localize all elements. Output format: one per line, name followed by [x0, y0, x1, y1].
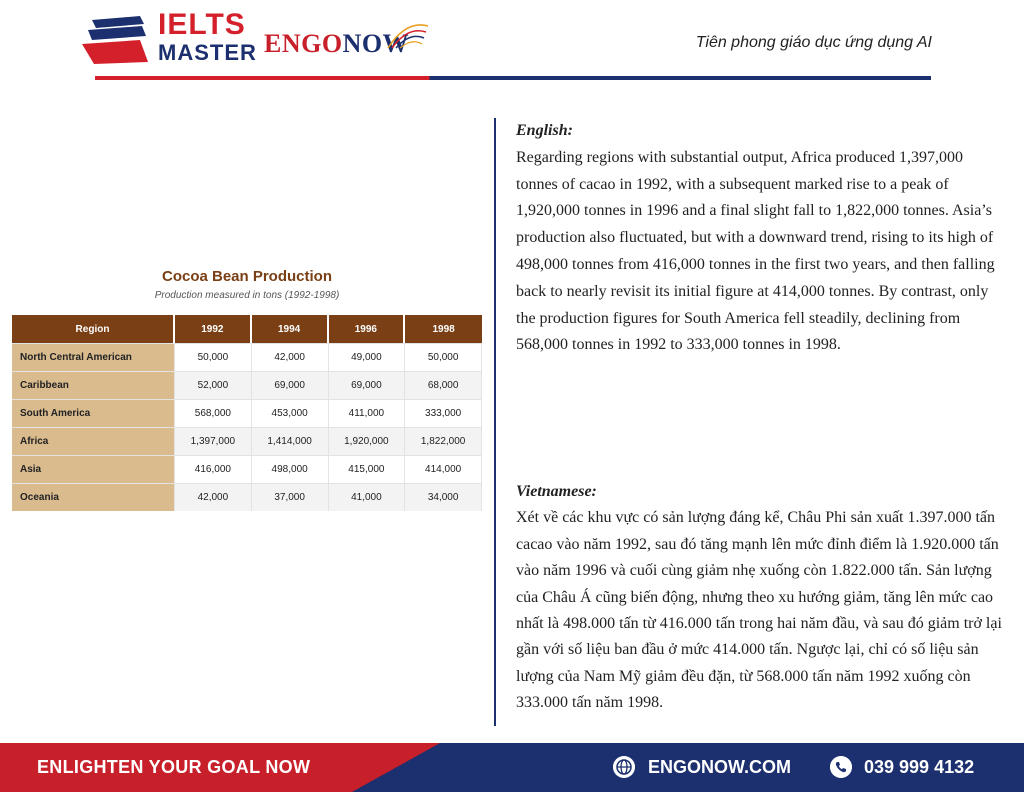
- table-cell-region: Africa: [12, 427, 175, 455]
- ielts-master-logo-icon: [82, 14, 150, 64]
- table-row: [12, 483, 482, 511]
- footer-website-link[interactable]: ENGONOW.COM: [648, 757, 791, 777]
- table-header-cell: 1992: [175, 315, 252, 343]
- table-cell: 453,000: [252, 399, 329, 427]
- table-cell-region: Asia: [12, 455, 175, 483]
- table-cell: 1,397,000: [175, 427, 252, 455]
- table-cell-region: North Central American: [12, 343, 175, 371]
- table-cell: 414,000: [405, 455, 482, 483]
- table-row: [12, 455, 482, 483]
- footer-slogan: ENLIGHTEN YOUR GOAL NOW: [37, 757, 311, 777]
- sunburst-icon: [384, 18, 430, 52]
- english-label: English:: [516, 122, 573, 139]
- brand-master: MASTER: [158, 40, 257, 65]
- brand-now: NOW: [342, 29, 410, 58]
- table-row: [12, 343, 482, 371]
- table-header-cell: Region: [12, 315, 175, 343]
- table-cell: 42,000: [252, 343, 329, 371]
- cocoa-table-block: [12, 266, 482, 511]
- brand-ielts: IELTS: [158, 8, 246, 41]
- table-header-cell: 1994: [252, 315, 329, 343]
- table-cell: 333,000: [405, 399, 482, 427]
- header-divider: [95, 76, 931, 80]
- phone-icon: [830, 756, 852, 778]
- table-cell: 68,000: [405, 371, 482, 399]
- table-header-cell: 1998: [405, 315, 482, 343]
- table-cell: 1,822,000: [405, 427, 482, 455]
- table-cell: 498,000: [252, 455, 329, 483]
- globe-icon: [613, 756, 635, 778]
- table-cell-region: South America: [12, 399, 175, 427]
- english-paragraph: Regarding regions with substantial output, Africa produced 1,397,000 tonnes of cacao in 1992, with a subsequent marked rise to a peak of 1,920,000 tonnes in 1996 and a final slight fall to 1,822,000 tonnes. Asia’s production also fluctuated, but with a downward trend, rising to its high of 498,000 tonnes from 416,000 tonnes in the first two years, and then falling back to nearly revisit its initial figure at 414,000 tonnes. By contrast, only the production figures for South America fell steadily, declining from 568,000 tonnes in 1992 to 333,000 tonnes in 1998.: [516, 148, 995, 354]
- table-cell: 416,000: [175, 455, 252, 483]
- vietnamese-paragraph: Xét về các khu vực có sản lượng đáng kể, Châu Phi sản xuất 1.397.000 tấn cacao vào năm 1992, sau đó tăng mạnh lên mức đỉnh điểm là 1.920.000 tấn vào năm 1996 và cuối cùng giảm nhẹ xuống còn 1.822.000 tấn. Sản lượng của Châu Á cũng biến động, nhưng theo xu hướng giảm, tăng lên mức cao nhất là 498.000 tấn từ 416.000 tấn trong hai năm đầu, và sau đó giảm trở lại gần với số liệu ban đầu ở mức 414.000 tấn. Ngược lại, chỉ có số liệu sản lượng của Nam Mỹ giảm đều đặn, từ 568.000 tấn năm 1992 xuống còn 333.000 tấn năm 1998.: [516, 509, 1002, 712]
- table-cell: 34,000: [405, 483, 482, 511]
- table-cell-region: Oceania: [12, 483, 175, 511]
- table-cell: 41,000: [329, 483, 406, 511]
- table-cell: 50,000: [175, 343, 252, 371]
- table-cell: 49,000: [329, 343, 406, 371]
- table-title: Cocoa Bean Production: [161, 268, 333, 285]
- table-cell: 415,000: [329, 455, 406, 483]
- english-section: [516, 118, 1006, 359]
- table-cell: 69,000: [329, 371, 406, 399]
- table-cell: 411,000: [329, 399, 406, 427]
- table-cell: 42,000: [175, 483, 252, 511]
- table-cell: 568,000: [175, 399, 252, 427]
- vietnamese-label: Vietnamese:: [516, 483, 597, 500]
- page-footer: [0, 743, 1024, 792]
- table-cell: 69,000: [252, 371, 329, 399]
- table-row: [12, 399, 482, 427]
- cocoa-production-table: [12, 315, 482, 511]
- table-cell: 37,000: [252, 483, 329, 511]
- footer-phone-number[interactable]: 039 999 4132: [864, 757, 975, 777]
- table-subtitle: Production measured in tons (1992-1998): [154, 290, 340, 301]
- table-header-cell: 1996: [329, 315, 406, 343]
- table-cell-region: Caribbean: [12, 371, 175, 399]
- table-row: [12, 371, 482, 399]
- table-cell: 1,920,000: [329, 427, 406, 455]
- page-header: [0, 0, 1024, 82]
- table-cell: 52,000: [175, 371, 252, 399]
- vietnamese-section: [516, 479, 1006, 717]
- table-row: [12, 427, 482, 455]
- brand-engo: ENGO: [264, 29, 343, 58]
- table-cell: 50,000: [405, 343, 482, 371]
- table-header-row: [12, 315, 482, 343]
- vertical-divider: [494, 118, 496, 726]
- tagline: Tiên phong giáo dục ứng dụng AI: [695, 34, 932, 51]
- table-cell: 1,414,000: [252, 427, 329, 455]
